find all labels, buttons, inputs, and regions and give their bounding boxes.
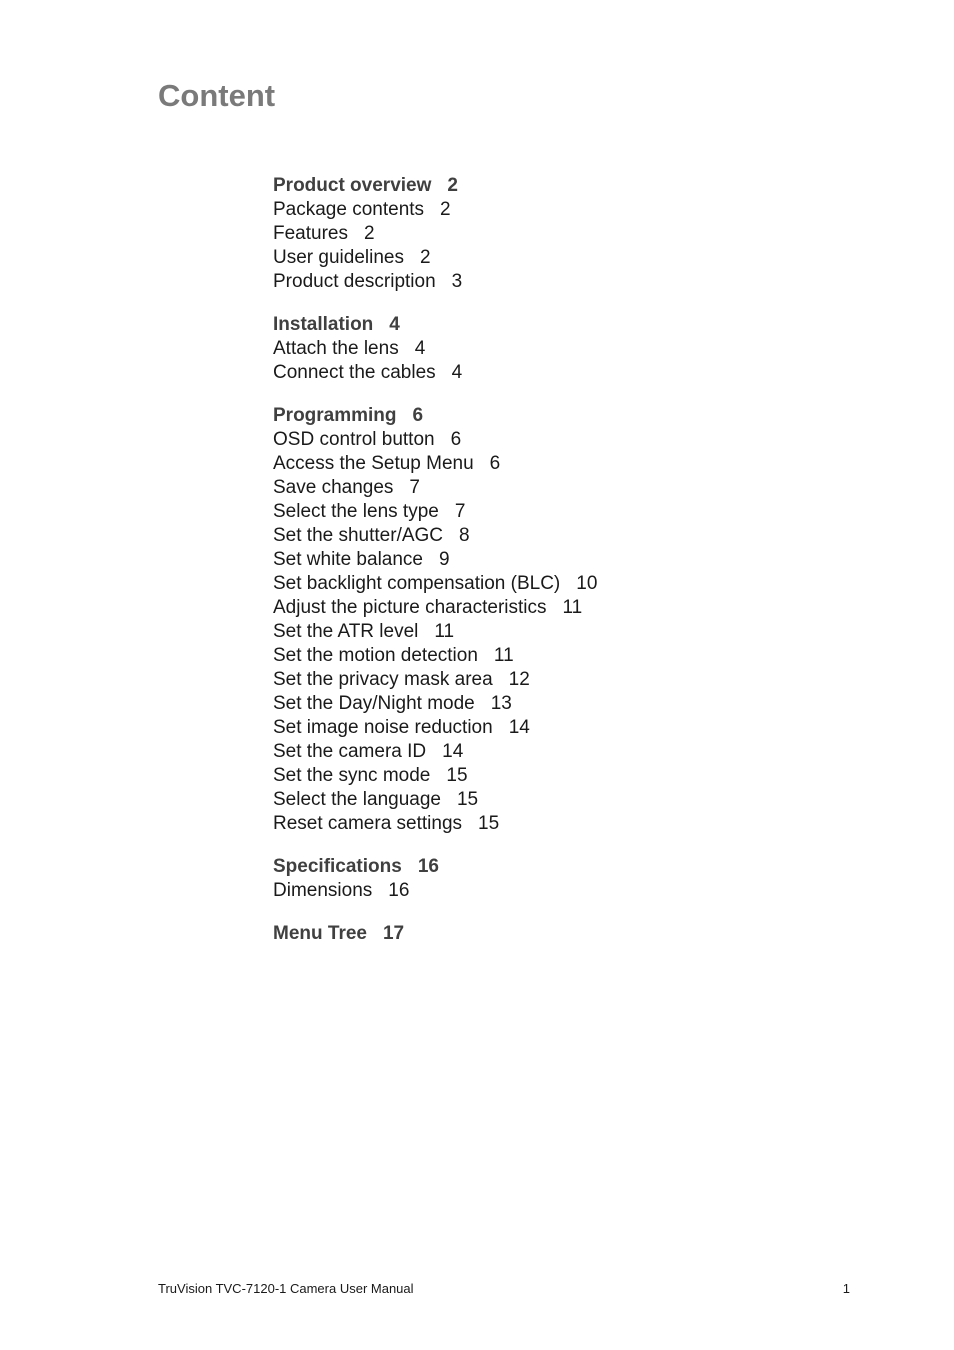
toc-entry-label: Access the Setup Menu	[273, 453, 474, 474]
toc-page-number: 6	[489, 453, 501, 474]
toc-page-number: 7	[409, 477, 420, 498]
page-title: Content	[158, 78, 276, 113]
toc-page-number: 6	[412, 405, 424, 426]
toc-entry[interactable]	[273, 548, 793, 572]
toc-entry-label: Package contents	[273, 199, 425, 220]
toc-entry[interactable]	[273, 644, 793, 668]
toc-section	[273, 313, 793, 385]
toc-entry-label: Select the language	[273, 789, 441, 810]
toc-page-number: 16	[417, 856, 439, 877]
toc-entry[interactable]	[273, 337, 793, 361]
toc-entry-label: Set the shutter/AGC	[273, 525, 444, 546]
toc-page-number: 14	[442, 741, 464, 762]
toc-entry[interactable]	[273, 879, 793, 903]
toc-page-number: 15	[456, 789, 479, 810]
toc-entry[interactable]	[273, 452, 793, 476]
toc-page-number: 12	[508, 669, 530, 690]
toc-section-heading[interactable]	[273, 313, 793, 337]
toc-heading-label: Programming	[273, 405, 397, 426]
toc-entry-label: Features	[273, 223, 348, 244]
toc-entry[interactable]	[273, 668, 793, 692]
toc-entry[interactable]	[273, 572, 793, 596]
toc-entry[interactable]	[273, 716, 793, 740]
toc-entry[interactable]	[273, 476, 793, 500]
toc-page-number: 2	[363, 223, 375, 244]
toc-entry[interactable]	[273, 222, 793, 246]
toc-heading-label: Product overview	[273, 175, 432, 196]
toc-section-heading[interactable]	[273, 922, 793, 946]
footer-page-number: 1	[842, 1281, 850, 1296]
toc-page-number: 15	[478, 813, 500, 834]
toc-entry[interactable]	[273, 740, 793, 764]
toc-section	[273, 404, 793, 836]
toc-page-number: 4	[389, 314, 400, 335]
footer-document-title: TruVision TVC-7120-1 Camera User Manual	[158, 1281, 414, 1296]
toc-heading-label: Specifications	[273, 856, 402, 877]
toc-entry-label: Set backlight compensation (BLC)	[273, 573, 561, 594]
toc-section	[273, 922, 793, 946]
toc-entry[interactable]	[273, 500, 793, 524]
toc-page-number: 11	[562, 597, 583, 618]
toc-entry-label: Attach the lens	[273, 338, 399, 359]
toc-page-number: 13	[490, 693, 512, 714]
toc-entry-label: Adjust the picture characteristics	[273, 597, 547, 618]
toc-entry[interactable]	[273, 198, 793, 222]
toc-entry-label: User guidelines	[273, 247, 404, 268]
toc-entry-label: Save changes	[273, 477, 394, 498]
toc-page-number: 4	[414, 338, 426, 359]
toc-entry[interactable]	[273, 692, 793, 716]
toc-entry-label: Product description	[273, 271, 436, 292]
toc-page-number: 2	[419, 247, 431, 268]
toc-page-number: 8	[459, 525, 470, 546]
toc-entry-label: Set the motion detection	[273, 645, 478, 666]
toc-page-number: 6	[450, 429, 462, 450]
toc-page-number: 10	[576, 573, 598, 594]
toc-entry[interactable]	[273, 270, 793, 294]
table-of-contents	[273, 174, 793, 965]
toc-entry[interactable]	[273, 428, 793, 452]
toc-entry[interactable]	[273, 246, 793, 270]
toc-page-number: 11	[493, 645, 514, 666]
toc-entry[interactable]	[273, 812, 793, 836]
toc-page-number: 14	[508, 717, 530, 738]
toc-entry-label: Reset camera settings	[273, 813, 463, 834]
toc-page-number: 2	[440, 199, 451, 220]
toc-section-heading[interactable]	[273, 174, 793, 198]
toc-entry-label: Set the camera ID	[273, 741, 427, 762]
toc-entry[interactable]	[273, 361, 793, 385]
toc-entry-label: Set the sync mode	[273, 765, 431, 786]
toc-entry-label: Set the Day/Night mode	[273, 693, 475, 714]
toc-entry-label: Connect the cables	[273, 362, 436, 383]
toc-heading-label: Installation	[273, 314, 374, 335]
toc-section	[273, 855, 793, 903]
toc-page-number: 9	[439, 549, 450, 570]
toc-page-number: 3	[451, 271, 463, 292]
toc-page-number: 11	[434, 621, 455, 642]
toc-page-number: 17	[382, 923, 405, 944]
toc-entry-label: OSD control button	[273, 429, 435, 450]
toc-page-number: 2	[447, 175, 458, 196]
toc-entry-label: Set white balance	[273, 549, 423, 570]
toc-entry-label: Dimensions	[273, 880, 373, 901]
toc-section-heading[interactable]	[273, 404, 793, 428]
toc-page-number: 4	[451, 362, 463, 383]
toc-entry[interactable]	[273, 524, 793, 548]
toc-page-number: 7	[454, 501, 466, 522]
toc-entry[interactable]	[273, 764, 793, 788]
toc-entry-label: Set the privacy mask area	[273, 669, 493, 690]
toc-heading-label: Menu Tree	[273, 923, 367, 944]
toc-entry[interactable]	[273, 596, 793, 620]
toc-entry-label: Select the lens type	[273, 501, 439, 522]
toc-entry-label: Set image noise reduction	[273, 717, 493, 738]
toc-section-heading[interactable]	[273, 855, 793, 879]
toc-page-number: 15	[446, 765, 468, 786]
toc-entry[interactable]	[273, 620, 793, 644]
toc-section	[273, 174, 793, 294]
toc-entry-label: Set the ATR level	[273, 621, 419, 642]
toc-page-number: 16	[388, 880, 410, 901]
toc-entry[interactable]	[273, 788, 793, 812]
